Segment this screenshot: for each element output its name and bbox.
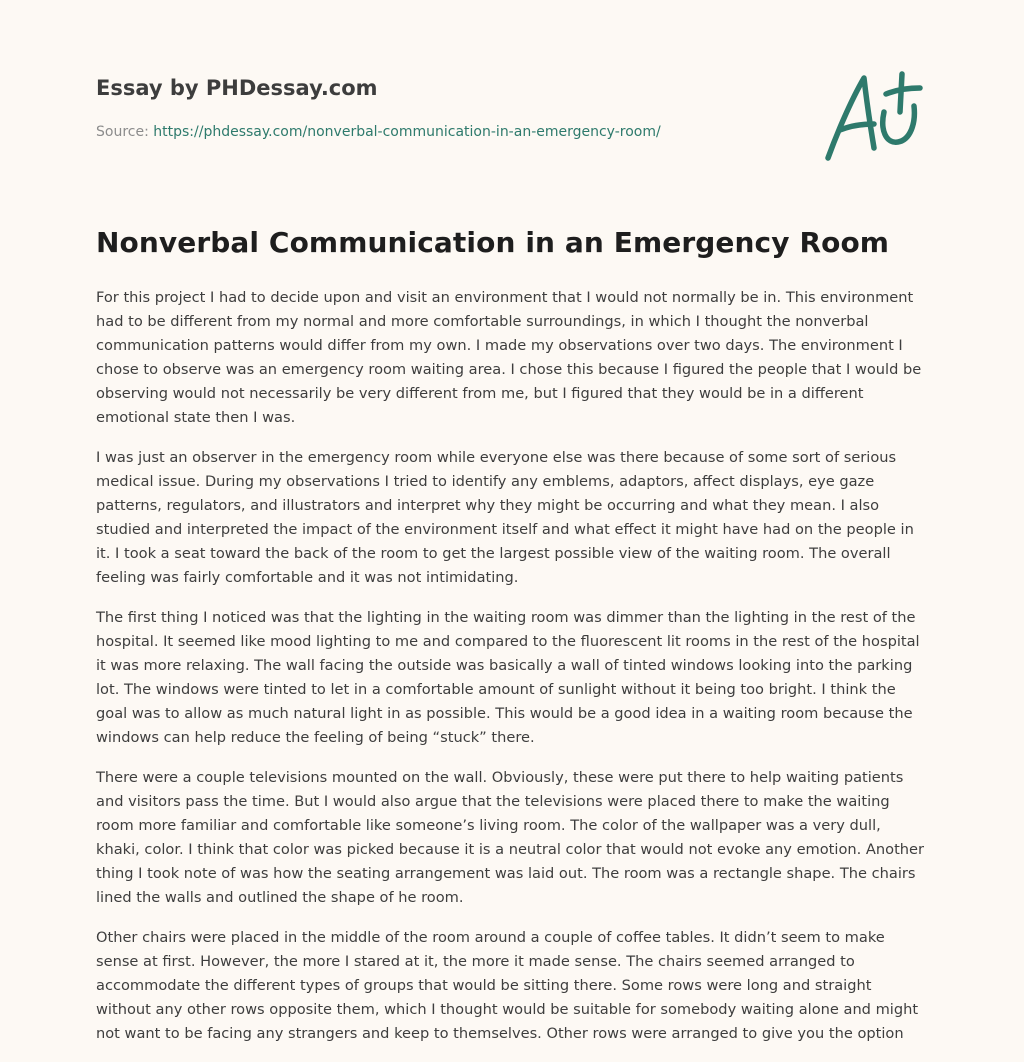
site-brand: Essay by PHDessay.com xyxy=(96,76,378,100)
essay-title: Nonverbal Communication in an Emergency Room xyxy=(96,226,890,259)
source-line xyxy=(96,124,661,140)
essay-body xyxy=(96,286,928,1062)
essay-paragraph: There were a couple televisions mounted on the wall. Obviously, these were put there to help waiting patients and visitors pass the time. But I would also argue that the televisions were placed there to make the waiting room more familiar and comfortable like someone’s living room. The color of the wallpaper was a very dull, khaki, color. I think that color was picked because it is a neutral color that would not evoke any emotion. Another thing I took note of was how the seating arrangement was laid out. The room was a rectangle shape. The chairs lined the walls and outlined the shape of he room. xyxy=(96,769,925,906)
essay-paragraph: Other chairs were placed in the middle of the room around a couple of coffee tables. It didn’t seem to make sense at first. However, the more I stared at it, the more it made sense. The chairs seemed arranged to accommodate the different types of groups that would be sitting there. Some rows were long and straight without any other rows opposite them, which I thought would be suitable for somebody waiting alone and might not want to be facing any strangers and keep to themselves. Other rows were arranged to give you the option xyxy=(96,929,919,1042)
a-plus-grade-icon xyxy=(820,66,930,166)
source-label: Source: xyxy=(96,124,149,140)
source-link[interactable]: https://phdessay.com/nonverbal-communication-in-an-emergency-room/ xyxy=(153,124,661,140)
essay-paragraph: For this project I had to decide upon and visit an environment that I would not normally be in. This environment had to be different from my normal and more comfortable surroundings, in which I thought the nonverbal communication patterns would differ from my own. I made my observations over two days. The environment I chose to observe was an emergency room waiting area. I chose this because I figured the people that I would be observing would not necessarily be very different from me, but I figured that they would be in a different emotional state then I was. xyxy=(96,289,922,426)
essay-paragraph: The first thing I noticed was that the lighting in the waiting room was dimmer than the lighting in the rest of the hospital. It seemed like mood lighting to me and compared to the fluorescent lit rooms in the rest of the hospital it was more relaxing. The wall facing the outside was basically a wall of tinted windows looking into the parking lot. The windows were tinted to let in a comfortable amount of sunlight without it being too bright. I think the goal was to allow as much natural light in as possible. This would be a good idea in a waiting room because the windows can help reduce the feeling of being “stuck” there. xyxy=(96,609,920,746)
essay-paragraph: I was just an observer in the emergency room while everyone else was there because of some sort of serious medical issue. During my observations I tried to identify any emblems, adaptors, affect displays, eye gaze patterns, regulators, and illustrators and interpret why they might be occurring and what they mean. I also studied and interpreted the impact of the environment itself and what effect it might have had on the people in it. I took a seat toward the back of the room to get the largest possible view of the waiting room. The overall feeling was fairly comfortable and it was not intimidating. xyxy=(96,449,914,586)
